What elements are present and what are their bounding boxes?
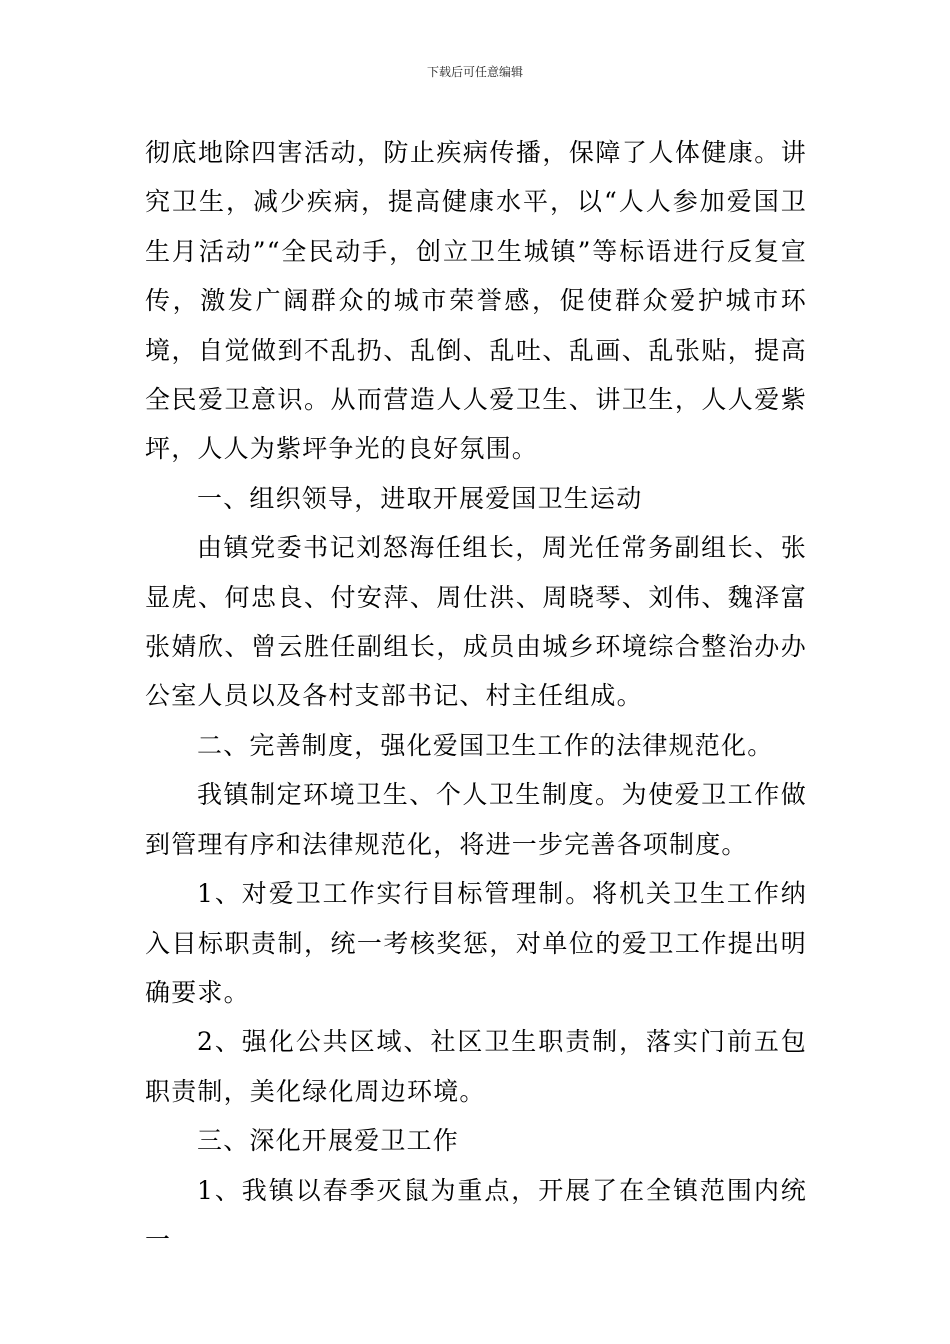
paragraph-continuation: 彻底地除四害活动，防止疾病传播，保障了人体健康。讲究卫生，减少疾病，提高健康水平，以“人人参加爱国卫生月活动”“全民动手，创立卫生城镇”等标语进行反复宣传，激发广阔群众的城市荣誉感，促使群众爱护城市环境，自觉做到不乱扔、乱倒、乱吐、乱画、乱张贴，提高全民爱卫意识。从而营造人人爱卫生、讲卫生，人人爱紫坪，人人为紫坪争光的良好氛围。: [145, 138, 807, 464]
list-item-1: 1、对爱卫工作实行目标管理制。将机关卫生工作纳入目标职责制，统一考核奖惩，对单位的爱卫工作提出明确要求。: [145, 879, 807, 1007]
paragraph-rodent-control: 1、我镇以春季灭鼠为重点，开展了在全镇范围内统一: [145, 1175, 807, 1254]
section-heading-1: 一、组织领导，进取开展爱国卫生运动: [197, 483, 643, 513]
paragraph-leadership: 由镇党委书记刘怒海任组长，周光任常务副组长、张显虎、何忠良、付安萍、周仕洪、周晓琴、刘伟、魏泽富张婧欣、曾云胜任副组长，成员由城乡环境综合整治办办公室人员以及各村支部书记、村主任组成。: [145, 533, 807, 711]
document-body: [145, 128, 807, 1264]
paragraph-systems: 我镇制定环境卫生、个人卫生制度。为使爱卫工作做到管理有序和法律规范化，将进一步完善各项制度。: [145, 780, 807, 859]
page-header-note: 下载后可任意编辑: [426, 65, 523, 79]
section-heading-2: 二、完善制度，强化爱国卫生工作的法律规范化。: [197, 730, 774, 760]
section-heading-3: 三、深化开展爱卫工作: [197, 1126, 460, 1156]
list-item-2: 2、强化公共区域、社区卫生职责制，落实门前五包职责制，美化绿化周边环境。: [145, 1027, 807, 1106]
